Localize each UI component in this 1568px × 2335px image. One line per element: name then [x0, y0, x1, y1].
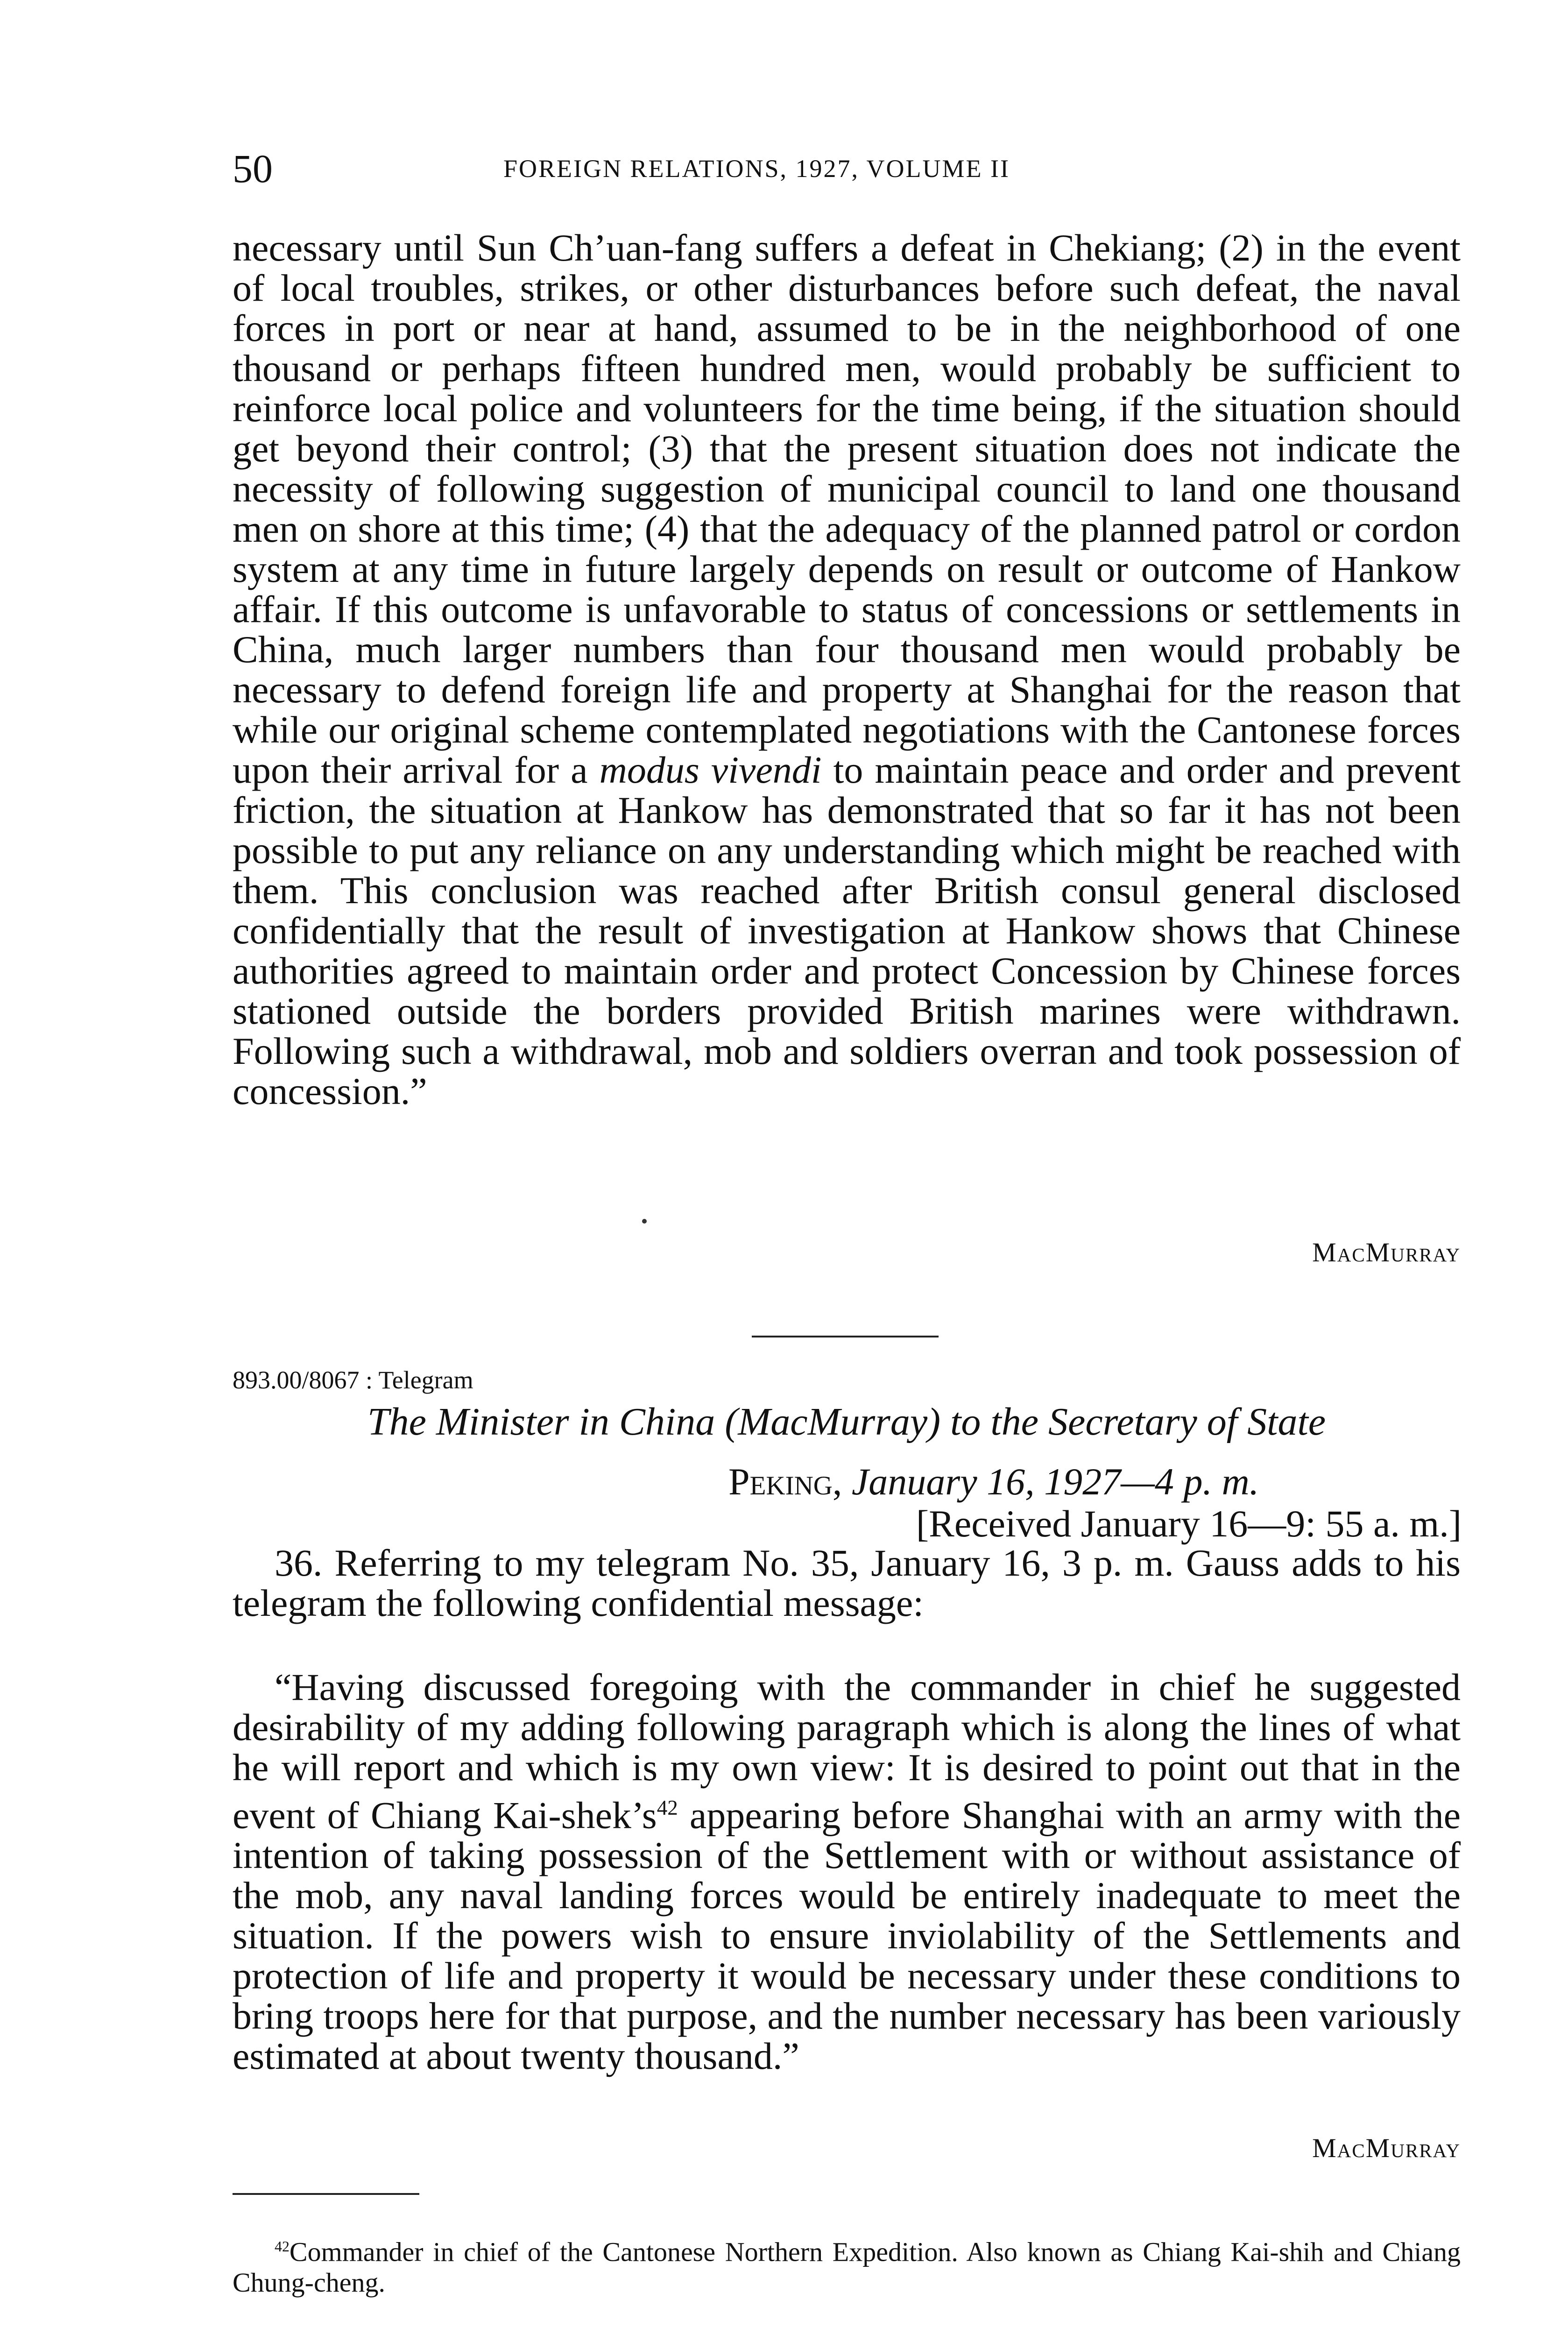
- page-header: [233, 143, 1461, 194]
- quote-text-a: “Having discussed foregoing with the commander in chief he suggested desirability of my adding following paragraph which is along the lines of what he will report and which is my own view: It is desired to point out that in the event of Chiang Kai-shek’s: [233, 1666, 1461, 1837]
- italic-phrase: modus vivendi: [599, 749, 822, 791]
- running-head: FOREIGN RELATIONS, 1927, VOLUME II: [503, 155, 1010, 183]
- section-divider: [752, 1336, 939, 1337]
- dateline-date: January 16, 1927—4 p. m.: [851, 1460, 1259, 1503]
- footnote-text: Commander in chief of the Cantonese Northern Expedition. Also known as Chiang Kai-shih and Chiang Chung-cheng.: [233, 2236, 1461, 2298]
- signature-1: MacMurray: [1312, 1237, 1461, 1267]
- telegram-paragraph-1: 36. Referring to my telegram No. 35, January 16, 3 p. m. Gauss adds to his telegram the following confidential message:: [233, 1542, 1461, 1624]
- dateline: [728, 1462, 1438, 1502]
- continuation-text-b: to maintain peace and order and prevent friction, the situation at Hankow has demonstrated that so far it has not been possible to put any reliance on any understanding which might be reached with them. This conclusion was reached after British consul general disclosed confidentially that the result of investigation at Hankow shows that Chinese authorities agreed to maintain order and protect Concession by Chinese forces stationed outside the borders provided British marines were withdrawn. Following such a withdrawal, mob and soldiers overran and took possession of concession.”: [233, 749, 1461, 1112]
- footnote-rule: [233, 2193, 419, 2195]
- footnote-reference: 42: [657, 1796, 678, 1819]
- footnote: [233, 2231, 1461, 2298]
- footnote-marker: 42: [275, 2238, 290, 2255]
- stray-mark: [642, 1219, 647, 1224]
- quote-text-b: appearing before Shanghai with an army with the intention of taking possession of the Settlement with or without assistance of the mob, any naval landing forces would be entirely inadequate to meet the situation. If the powers wish to ensure inviolability of the Settlements and protection of life and property it would be necessary under these conditions to bring troops here for that purpose, and the number necessary has been variously estimated at about twenty thousand.”: [233, 1794, 1461, 2078]
- received-line: [Received January 16—9: 55 a. m.]: [916, 1502, 1462, 1545]
- file-reference: 893.00/8067 : Telegram: [233, 1366, 473, 1394]
- signature-2: MacMurray: [1312, 2133, 1461, 2163]
- continuation-paragraph: [233, 228, 1461, 1111]
- continuation-text-a: necessary until Sun Ch’uan-fang suffers a defeat in Chekiang; (2) in the event of local troubles, strikes, or other disturbances before such defeat, the naval forces in port or near at hand, assumed to be in the neighborhood of one thousand or perhaps fifteen hundred men, would probably be sufficient to reinforce local police and volunteers for the time being, if the situation should get beyond their control; (3) that the present situation does not indicate the necessity of following suggestion of municipal council to land one thousand men on shore at this time; (4) that the adequacy of the planned patrol or cordon system at any time in future largely depends on result or outcome of Hankow affair. If this outcome is unfavorable to status of concessions or settlements in China, much larger numbers than four thousand men would probably be necessary to defend foreign life and property at Shanghai for the reason that while our original scheme contemplated negotiations with the Cantonese forces upon their arrival for a: [233, 226, 1461, 791]
- telegram-paragraph-2: [233, 1667, 1461, 2076]
- page-number: 50: [233, 146, 273, 191]
- document-title: The Minister in China (MacMurray) to the Secretary of State: [367, 1400, 1326, 1443]
- dateline-place: Peking,: [728, 1460, 842, 1503]
